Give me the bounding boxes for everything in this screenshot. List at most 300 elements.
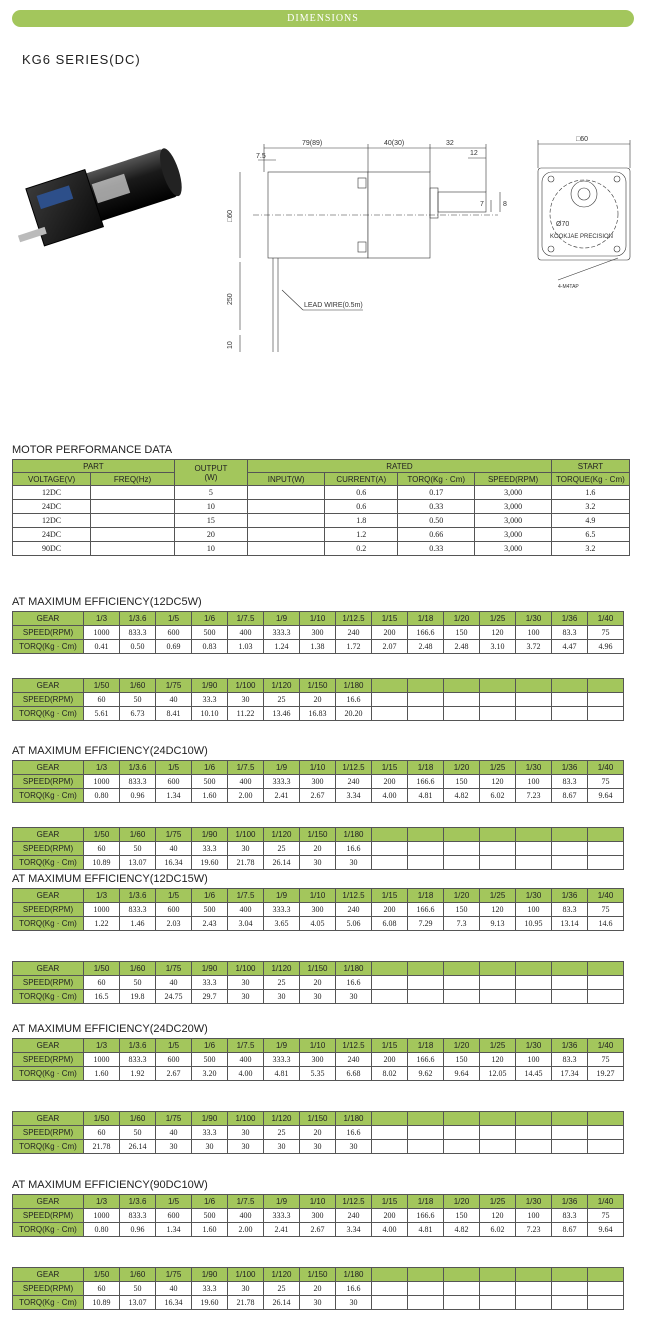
table-row <box>13 486 630 500</box>
cell-speed: 150 <box>444 1209 480 1223</box>
cell-speed: 120 <box>480 903 516 917</box>
cell-torq: 1.60 <box>84 1067 120 1081</box>
cell-speed: 40 <box>156 693 192 707</box>
dim-gear: 40(30) <box>384 140 405 147</box>
cell-gear: 1/75 <box>156 828 192 842</box>
series-title: KG6 SERIES(DC) <box>22 52 141 67</box>
cell-speed: 25 <box>264 693 300 707</box>
cell-gear: 1/60 <box>120 828 156 842</box>
row-label-speed: SPEED(RPM) <box>13 626 84 640</box>
cell-speed: 20 <box>300 842 336 856</box>
cell-gear: 1/75 <box>156 1268 192 1282</box>
cell-speed: 120 <box>480 1053 516 1067</box>
cell-gear: 1/25 <box>480 612 516 626</box>
cell-gear: 1/60 <box>120 1112 156 1126</box>
efficiency-table <box>12 760 624 803</box>
cell-speed: 333.3 <box>264 775 300 789</box>
cell-torq: 26.14 <box>264 1296 300 1310</box>
cell-gear: 1/7.5 <box>228 612 264 626</box>
cell-gear: 1/100 <box>228 962 264 976</box>
row-label-torq: TORQ(Kg · Cm) <box>13 1140 84 1154</box>
cell-gear: 1/30 <box>516 761 552 775</box>
cell-gear: 1/18 <box>408 1195 444 1209</box>
h-rated: RATED <box>248 460 552 473</box>
cell-torq: 3.72 <box>516 640 552 654</box>
cell-gear: 1/6 <box>192 761 228 775</box>
cell-gear: 1/9 <box>264 1195 300 1209</box>
cell-speed: 833.3 <box>120 626 156 640</box>
cell-gear: 1/180 <box>336 962 372 976</box>
cell-gear: 1/120 <box>264 1268 300 1282</box>
cell-gear <box>588 1268 624 1282</box>
cell-gear: 1/90 <box>192 828 228 842</box>
h-input: INPUT(W) <box>248 473 325 486</box>
row-label-gear: GEAR <box>13 679 84 693</box>
cell-speed: 33.3 <box>192 693 228 707</box>
cell-gear <box>552 828 588 842</box>
cell-speed: 1000 <box>84 775 120 789</box>
cell-torq: 6.73 <box>120 707 156 721</box>
cell-gear <box>516 828 552 842</box>
table-row <box>13 514 630 528</box>
cell-torq: 30 <box>336 856 372 870</box>
cell-torq: 10.95 <box>516 917 552 931</box>
cell-gear: 1/30 <box>516 1195 552 1209</box>
cell-gear: 1/20 <box>444 612 480 626</box>
cell-speed: 83.3 <box>552 626 588 640</box>
cell-gear: 1/18 <box>408 761 444 775</box>
cell-torq: 5.35 <box>300 1067 336 1081</box>
cell-torq: 4.81 <box>408 1223 444 1237</box>
cell-torq <box>372 990 408 1004</box>
cell-gear: 1/150 <box>300 679 336 693</box>
cell-speed: 16.6 <box>336 976 372 990</box>
cell-torq: 7.23 <box>516 789 552 803</box>
cell-speed: 16.6 <box>336 842 372 856</box>
cell-gear: 1/180 <box>336 828 372 842</box>
cell-gear: 1/75 <box>156 679 192 693</box>
cell-torq: 4.81 <box>408 789 444 803</box>
cell-speed: 60 <box>84 976 120 990</box>
h-freq: FREQ(Hz) <box>91 473 175 486</box>
cell-gear: 1/18 <box>408 612 444 626</box>
cell-speed <box>372 1282 408 1296</box>
cell-gear <box>372 679 408 693</box>
cell-speed: 60 <box>84 842 120 856</box>
cell-speed: 200 <box>372 903 408 917</box>
cell-gear <box>588 679 624 693</box>
cell-gear: 1/7.5 <box>228 761 264 775</box>
cell-torq: 1.60 <box>192 789 228 803</box>
dim-wire-length: 250 <box>227 293 234 305</box>
cell-torq: 0.83 <box>192 640 228 654</box>
row-label-gear: GEAR <box>13 761 84 775</box>
cell-gear: 1/150 <box>300 1268 336 1282</box>
cell-torq: 2.41 <box>264 789 300 803</box>
cell-torq: 17.34 <box>552 1067 588 1081</box>
row-label-torq: TORQ(Kg · Cm) <box>13 789 84 803</box>
cell-gear: 1/90 <box>192 1112 228 1126</box>
cell-torq: 2.00 <box>228 789 264 803</box>
perf-cell-torq: 0.50 <box>398 514 475 528</box>
cell-speed <box>516 842 552 856</box>
cell-torq: 30 <box>156 1140 192 1154</box>
perf-cell-voltage: 24DC <box>13 500 91 514</box>
cell-gear <box>444 962 480 976</box>
cell-torq: 5.61 <box>84 707 120 721</box>
motor-perf-table <box>12 459 630 556</box>
cell-torq: 9.64 <box>588 789 624 803</box>
cell-gear: 1/50 <box>84 679 120 693</box>
cell-speed <box>588 1126 624 1140</box>
perf-cell-current: 1.8 <box>325 514 398 528</box>
cell-speed: 300 <box>300 775 336 789</box>
perf-cell-speed: 3,000 <box>475 528 552 542</box>
cell-gear <box>372 1268 408 1282</box>
cell-speed: 75 <box>588 1053 624 1067</box>
cell-speed: 16.6 <box>336 693 372 707</box>
row-label-gear: GEAR <box>13 1195 84 1209</box>
table-row <box>13 889 624 903</box>
perf-cell-current: 0.6 <box>325 486 398 500</box>
cell-speed: 60 <box>84 693 120 707</box>
cell-torq: 1.34 <box>156 1223 192 1237</box>
cell-torq <box>372 1296 408 1310</box>
row-label-speed: SPEED(RPM) <box>13 976 84 990</box>
h-output: OUTPUT (W) <box>174 460 247 486</box>
cell-torq: 7.3 <box>444 917 480 931</box>
cell-speed: 300 <box>300 626 336 640</box>
cell-torq: 3.34 <box>336 1223 372 1237</box>
cell-gear: 1/30 <box>516 889 552 903</box>
cell-speed: 300 <box>300 1053 336 1067</box>
table-row <box>13 856 624 870</box>
efficiency-title: AT MAXIMUM EFFICIENCY(12DC5W) <box>12 596 202 608</box>
cell-speed: 166.6 <box>408 1209 444 1223</box>
perf-cell-voltage: 90DC <box>13 542 91 556</box>
cell-torq: 8.02 <box>372 1067 408 1081</box>
cell-speed: 30 <box>228 976 264 990</box>
cell-speed: 333.3 <box>264 626 300 640</box>
cell-torq: 0.96 <box>120 789 156 803</box>
cell-gear: 1/18 <box>408 889 444 903</box>
cell-gear: 1/20 <box>444 1039 480 1053</box>
table-row <box>13 828 624 842</box>
row-label-speed: SPEED(RPM) <box>13 842 84 856</box>
cell-torq: 0.41 <box>84 640 120 654</box>
cell-speed: 16.6 <box>336 1282 372 1296</box>
table-row <box>13 1268 624 1282</box>
cell-speed: 20 <box>300 693 336 707</box>
cell-speed <box>552 1282 588 1296</box>
cell-speed: 20 <box>300 1126 336 1140</box>
perf-cell-input <box>248 528 325 542</box>
cell-torq: 1.72 <box>336 640 372 654</box>
row-label-speed: SPEED(RPM) <box>13 693 84 707</box>
cell-torq: 0.96 <box>120 1223 156 1237</box>
table-row <box>13 640 624 654</box>
dim-overall: 79(89) <box>302 140 323 147</box>
cell-speed: 1000 <box>84 1053 120 1067</box>
dimensions-banner: DIMENSIONS <box>12 10 634 27</box>
cell-torq: 6.02 <box>480 1223 516 1237</box>
cell-torq: 3.34 <box>336 789 372 803</box>
cell-gear: 1/7.5 <box>228 1039 264 1053</box>
cell-speed: 20 <box>300 976 336 990</box>
cell-speed <box>516 1282 552 1296</box>
row-label-torq: TORQ(Kg · Cm) <box>13 990 84 1004</box>
cell-gear: 1/36 <box>552 1195 588 1209</box>
cell-torq: 30 <box>336 1296 372 1310</box>
cell-torq <box>444 1296 480 1310</box>
cell-gear: 1/180 <box>336 679 372 693</box>
cell-torq <box>372 1140 408 1154</box>
cell-speed: 166.6 <box>408 903 444 917</box>
cell-gear <box>372 828 408 842</box>
table-row <box>13 903 624 917</box>
cell-speed <box>480 976 516 990</box>
cell-torq <box>372 856 408 870</box>
cell-torq <box>444 1140 480 1154</box>
table-row <box>13 693 624 707</box>
cell-speed: 400 <box>228 1053 264 1067</box>
cell-speed: 30 <box>228 1126 264 1140</box>
cell-gear: 1/100 <box>228 679 264 693</box>
cell-torq: 1.24 <box>264 640 300 654</box>
cell-speed <box>372 1126 408 1140</box>
perf-cell-output: 10 <box>174 500 247 514</box>
cell-torq <box>516 1140 552 1154</box>
table-row <box>13 917 624 931</box>
cell-gear: 1/30 <box>516 1039 552 1053</box>
perf-cell-speed: 3,000 <box>475 542 552 556</box>
cell-gear <box>480 679 516 693</box>
perf-cell-voltage: 24DC <box>13 528 91 542</box>
cell-speed <box>444 1282 480 1296</box>
row-label-speed: SPEED(RPM) <box>13 903 84 917</box>
cell-speed <box>588 1282 624 1296</box>
cell-speed: 333.3 <box>264 1209 300 1223</box>
dim-key: 12 <box>470 150 478 157</box>
table-row <box>13 679 624 693</box>
cell-torq: 4.82 <box>444 789 480 803</box>
cell-gear <box>480 1112 516 1126</box>
lead-wire-label: LEAD WIRE(0.5m) <box>304 302 363 309</box>
row-label-gear: GEAR <box>13 889 84 903</box>
cell-gear: 1/12.5 <box>336 1039 372 1053</box>
cell-torq: 12.05 <box>480 1067 516 1081</box>
cell-torq: 0.50 <box>120 640 156 654</box>
cell-gear <box>408 1112 444 1126</box>
cell-torq: 30 <box>264 1140 300 1154</box>
cell-speed <box>372 693 408 707</box>
cell-torq <box>444 707 480 721</box>
row-label-gear: GEAR <box>13 962 84 976</box>
cell-gear: 1/12.5 <box>336 1195 372 1209</box>
cell-speed: 833.3 <box>120 903 156 917</box>
cell-speed: 1000 <box>84 626 120 640</box>
cell-speed: 500 <box>192 1209 228 1223</box>
cell-gear: 1/5 <box>156 889 192 903</box>
row-label-torq: TORQ(Kg · Cm) <box>13 1296 84 1310</box>
row-label-gear: GEAR <box>13 828 84 842</box>
cell-speed: 500 <box>192 775 228 789</box>
cell-torq <box>408 1296 444 1310</box>
perf-cell-output: 10 <box>174 542 247 556</box>
cell-speed: 600 <box>156 626 192 640</box>
dim-eight: 8 <box>503 201 507 208</box>
cell-speed: 100 <box>516 626 552 640</box>
cell-torq: 19.60 <box>192 856 228 870</box>
cell-speed: 33.3 <box>192 976 228 990</box>
cell-speed: 25 <box>264 1282 300 1296</box>
efficiency-title: AT MAXIMUM EFFICIENCY(24DC20W) <box>12 1023 208 1035</box>
cell-speed <box>408 842 444 856</box>
cell-gear: 1/15 <box>372 1195 408 1209</box>
cell-torq: 2.41 <box>264 1223 300 1237</box>
cell-speed: 120 <box>480 1209 516 1223</box>
cell-gear: 1/10 <box>300 1195 336 1209</box>
cell-gear: 1/5 <box>156 1039 192 1053</box>
cell-gear: 1/100 <box>228 828 264 842</box>
cell-torq: 8.67 <box>552 1223 588 1237</box>
cell-torq: 7.29 <box>408 917 444 931</box>
cell-gear: 1/36 <box>552 761 588 775</box>
table-row <box>13 1195 624 1209</box>
cell-torq <box>588 990 624 1004</box>
cell-torq <box>480 707 516 721</box>
cell-torq: 24.75 <box>156 990 192 1004</box>
cell-gear: 1/10 <box>300 1039 336 1053</box>
h-part: PART <box>13 460 175 473</box>
cell-speed <box>552 1126 588 1140</box>
cell-torq: 20.20 <box>336 707 372 721</box>
table-row <box>13 1209 624 1223</box>
cell-speed: 60 <box>84 1282 120 1296</box>
table-row <box>13 1053 624 1067</box>
cell-speed: 166.6 <box>408 775 444 789</box>
cell-torq: 6.02 <box>480 789 516 803</box>
cell-speed <box>444 693 480 707</box>
cell-speed: 40 <box>156 1126 192 1140</box>
cell-gear <box>516 679 552 693</box>
table-row <box>13 1296 624 1310</box>
cell-gear <box>408 1268 444 1282</box>
h-speed: SPEED(RPM) <box>475 473 552 486</box>
cell-gear: 1/40 <box>588 612 624 626</box>
cell-speed <box>516 976 552 990</box>
cell-gear: 1/40 <box>588 889 624 903</box>
cell-gear: 1/12.5 <box>336 761 372 775</box>
cell-gear: 1/15 <box>372 761 408 775</box>
cell-gear: 1/150 <box>300 828 336 842</box>
cell-gear <box>552 1112 588 1126</box>
cell-speed: 400 <box>228 775 264 789</box>
cell-torq <box>552 1140 588 1154</box>
cell-speed: 50 <box>120 842 156 856</box>
cell-gear <box>588 828 624 842</box>
cell-speed: 833.3 <box>120 775 156 789</box>
efficiency-table <box>12 678 624 721</box>
cell-torq: 2.43 <box>192 917 228 931</box>
cell-speed: 833.3 <box>120 1209 156 1223</box>
cell-torq <box>444 990 480 1004</box>
cell-speed: 500 <box>192 626 228 640</box>
cell-torq: 21.78 <box>228 856 264 870</box>
row-label-gear: GEAR <box>13 1268 84 1282</box>
table-row <box>13 707 624 721</box>
efficiency-table <box>12 1194 624 1237</box>
cell-gear: 1/40 <box>588 1195 624 1209</box>
table-row <box>13 626 624 640</box>
cell-gear <box>444 679 480 693</box>
cell-torq: 29.7 <box>192 990 228 1004</box>
cell-torq: 9.64 <box>444 1067 480 1081</box>
cell-speed: 25 <box>264 1126 300 1140</box>
efficiency-table <box>12 1038 624 1081</box>
perf-cell-freq <box>91 486 175 500</box>
cell-gear: 1/6 <box>192 1039 228 1053</box>
cell-speed <box>444 1126 480 1140</box>
cell-torq: 2.03 <box>156 917 192 931</box>
efficiency-table <box>12 1267 624 1310</box>
cell-speed <box>588 976 624 990</box>
cell-torq: 1.34 <box>156 789 192 803</box>
cell-gear: 1/9 <box>264 612 300 626</box>
cell-speed: 166.6 <box>408 1053 444 1067</box>
perf-cell-output: 15 <box>174 514 247 528</box>
h-start: START <box>551 460 629 473</box>
row-label-gear: GEAR <box>13 1039 84 1053</box>
cell-speed <box>588 842 624 856</box>
cell-torq: 3.04 <box>228 917 264 931</box>
cell-torq: 13.07 <box>120 856 156 870</box>
cell-speed: 83.3 <box>552 1209 588 1223</box>
perf-cell-current: 1.2 <box>325 528 398 542</box>
cell-gear <box>552 679 588 693</box>
cell-speed <box>444 976 480 990</box>
cell-torq: 1.03 <box>228 640 264 654</box>
cell-gear: 1/180 <box>336 1112 372 1126</box>
cell-speed: 400 <box>228 626 264 640</box>
perf-cell-torq: 0.33 <box>398 500 475 514</box>
table-row <box>13 1223 624 1237</box>
cell-gear: 1/10 <box>300 889 336 903</box>
cell-gear <box>516 1268 552 1282</box>
h-torq: TORQ(Kg · Cm) <box>398 473 475 486</box>
cell-torq <box>552 856 588 870</box>
cell-torq: 2.48 <box>444 640 480 654</box>
cell-speed: 33.3 <box>192 1126 228 1140</box>
perf-cell-start: 6.5 <box>551 528 629 542</box>
efficiency-table <box>12 1111 624 1154</box>
cell-speed: 240 <box>336 1209 372 1223</box>
cell-speed: 33.3 <box>192 842 228 856</box>
cell-torq: 4.00 <box>372 789 408 803</box>
cell-torq <box>588 856 624 870</box>
perf-cell-freq <box>91 514 175 528</box>
cell-gear: 1/90 <box>192 962 228 976</box>
cell-speed <box>408 1126 444 1140</box>
cell-speed: 75 <box>588 903 624 917</box>
cell-torq: 7.23 <box>516 1223 552 1237</box>
cell-torq: 13.07 <box>120 1296 156 1310</box>
dim-ten: 10 <box>227 341 234 349</box>
cell-speed: 1000 <box>84 1209 120 1223</box>
row-label-gear: GEAR <box>13 612 84 626</box>
cell-speed: 50 <box>120 1282 156 1296</box>
cell-speed <box>480 842 516 856</box>
